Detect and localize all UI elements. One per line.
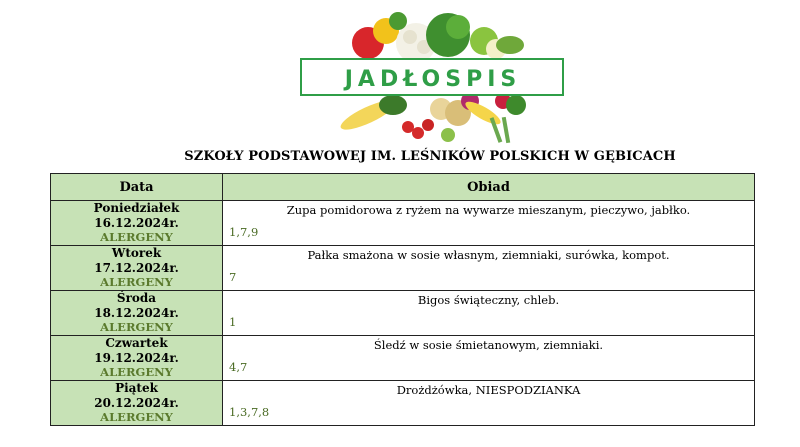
day-name: Poniedziałek: [93, 201, 180, 215]
dish-text: Drożdżówka, NIESPODZIANKA: [396, 383, 581, 397]
allergen-label: ALERGENY: [100, 275, 173, 289]
table-row: [51, 381, 755, 426]
meal-cell: [223, 201, 755, 246]
date-cell: [51, 201, 223, 246]
date-value: 16.12.2024r.: [94, 215, 179, 230]
menu-table: [50, 173, 755, 426]
date-value: 19.12.2024r.: [94, 350, 179, 365]
menu-banner: [298, 5, 570, 145]
day-name: Wtorek: [111, 246, 162, 260]
date-cell: [51, 381, 223, 426]
date-value: 18.12.2024r.: [94, 305, 179, 320]
table-header-row: [51, 174, 755, 201]
date-value: 20.12.2024r.: [94, 395, 179, 410]
date-cell: [51, 291, 223, 336]
school-title: SZKOŁY PODSTAWOWEJ IM. LEŚNIKÓW POLSKICH W GĘBICACH: [184, 149, 676, 164]
table-row: [51, 336, 755, 381]
day-name: Środa: [116, 291, 157, 305]
meal-cell: [223, 381, 755, 426]
allergen-codes: 1,3,7,8: [229, 405, 270, 419]
table-row: [51, 291, 755, 336]
dish-text: Śledź w sosie śmietanowym, ziemniaki.: [373, 338, 604, 352]
allergen-label: ALERGENY: [100, 230, 173, 244]
allergen-codes: 4,7: [229, 360, 248, 374]
meal-cell: [223, 291, 755, 336]
dish-text: Pałka smażona w sosie własnym, ziemniaki, surówka, kompot.: [307, 248, 670, 262]
date-cell: [51, 246, 223, 291]
date-value: 17.12.2024r.: [94, 260, 179, 275]
allergen-label: ALERGENY: [100, 320, 173, 334]
header-date: Data: [51, 174, 223, 201]
day-name: Czwartek: [105, 336, 168, 350]
day-name: Piątek: [115, 381, 158, 395]
allergen-codes: 7: [229, 270, 237, 284]
menu-title: JADŁOSPIS: [344, 67, 522, 92]
allergen-codes: 1,7,9: [229, 225, 259, 239]
table-row: [51, 201, 755, 246]
allergen-codes: 1: [229, 315, 237, 329]
meal-cell: [223, 246, 755, 291]
date-cell: [51, 336, 223, 381]
header-lunch: Obiad: [223, 174, 755, 201]
table-row: [51, 246, 755, 291]
dish-text: Zupa pomidorowa z ryżem na wywarze mieszanym, pieczywo, jabłko.: [286, 203, 691, 217]
meal-cell: [223, 336, 755, 381]
allergen-label: ALERGENY: [100, 365, 173, 379]
dish-text: Bigos świąteczny, chleb.: [417, 293, 560, 307]
allergen-label: ALERGENY: [100, 410, 173, 424]
